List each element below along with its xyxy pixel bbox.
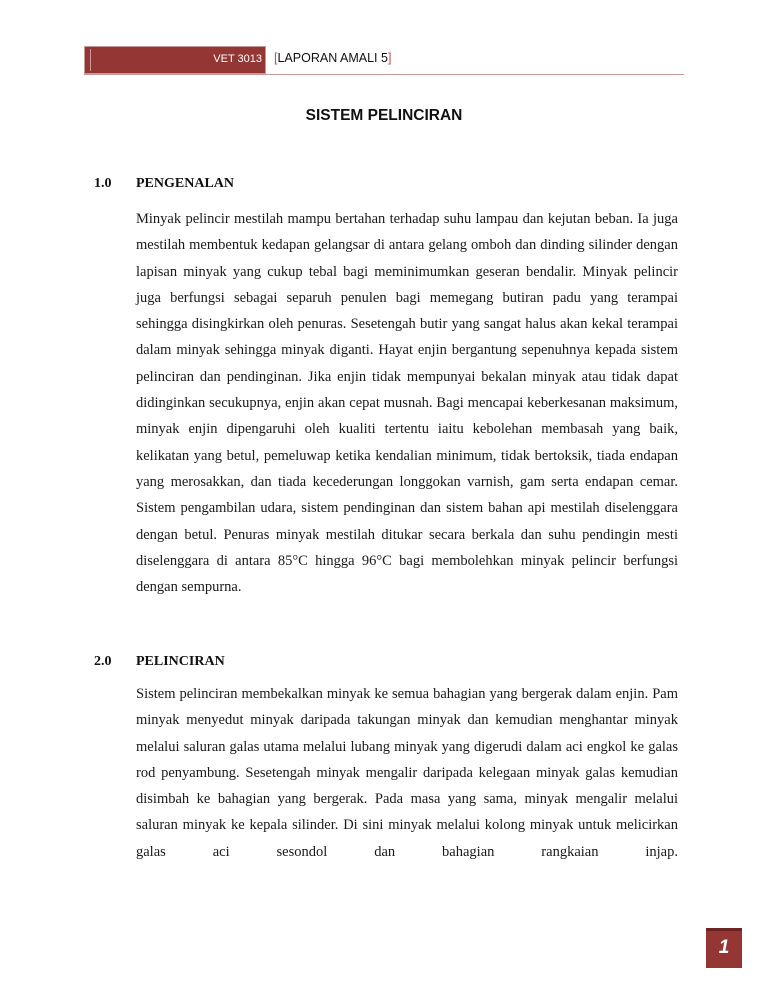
section-1-number: 1.0 — [94, 176, 112, 191]
header-course-code: VET 3013 — [213, 53, 262, 65]
section-1-heading: PENGENALAN — [136, 176, 235, 191]
header-bracket-close: ] — [387, 51, 392, 65]
page-number-badge: 1 — [706, 928, 742, 968]
header-report-text: LAPORAN AMALI 5 — [277, 51, 388, 65]
header-bracket-open: [ — [274, 51, 278, 65]
header-report-label — [274, 51, 391, 65]
document-title: SISTEM PELINCIRAN — [305, 107, 463, 124]
section-2-heading: PELINCIRAN — [136, 654, 225, 669]
section-2-paragraph: Sistem pelinciran membekalkan minyak ke semua bahagian yang bergerak dalam enjin. Pam minyak menyedut minyak daripada takungan minyak dan kemudian menghantar minyak melalui saluran galas utama melalui lubang minyak yang digerudi dalam aci engkol ke galas rod penyambung. Sesetengah minyak mengalir daripada kelegaan minyak galas kemudian disimbah ke bahagian yang bergerak. Pada masa yang sama, minyak mengalir melalui saluran minyak ke kepala silinder. Di sini minyak melalui kolong minyak untuk melicirkan galas aci sesondol dan bahagian rangkaian injap. — [136, 686, 678, 860]
header-rule — [84, 74, 684, 75]
section-2-number: 2.0 — [94, 654, 112, 669]
section-1-paragraph: Minyak pelincir mestilah mampu bertahan terhadap suhu lampau dan kejutan beban. Ia juga mestilah membentuk kedapan gelangsar di antara gelang omboh dan dinding silinder dengan lapisan minyak yang cukup tebal bagi meminimumkan geseran bendalir. Minyak pelincir juga berfungsi sebagai separuh penulen bagi memegang butiran padu yang terampai sehingga disingkirkan oleh penuras. Sesetengah butir yang sangat halus akan kekal terampai dalam minyak sehingga minyak diganti. Hayat enjin bergantung sepenuhnya kepada sistem pelinciran dan pendinginan. Jika enjin tidak mempunyai bekalan minyak atau tidak dapat didinginkan secukupnya, enjin akan cepat musnah. Bagi mencapai keberkesanan maksimum, minyak enjin dipengaruhi oleh kualiti tertentu iaitu kebolehan membasah yang baik, kelikatan yang betul, pemeluwap ketika kendalian minimum, tidak bertoksik, tiada endapan yang merosakkan, dan tiada kecederungan longgokan varnish, gam serta endapan cemar. Sistem pengambilan udara, sistem pendinginan dan sistem bahan api mestilah diselenggara dengan betul. Penuras minyak mestilah ditukar secara berkala dan suhu pendingin mesti diselenggara di antara 85°C hingga 96°C bagi membolehkan minyak pelincir berfungsi dengan sempurna. — [136, 211, 678, 596]
